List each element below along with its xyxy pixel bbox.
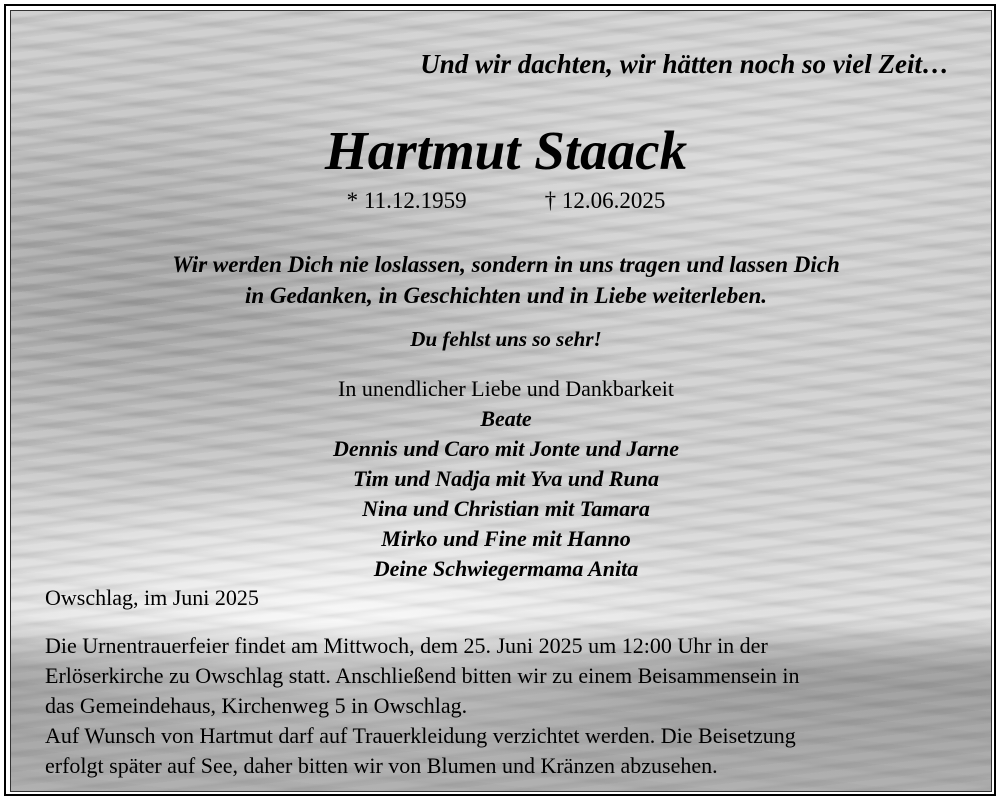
- signature-intro: In unendlicher Liebe und Dankbarkeit: [338, 376, 674, 401]
- info-line: erfolgt später auf See, daher bitten wir von Blumen und Kränzen abzusehen.: [45, 753, 718, 778]
- notice-background: [10, 10, 992, 792]
- verse-line: in Gedanken, in Geschichten und in Liebe weiterleben.: [245, 283, 767, 308]
- mourner-name: Beate: [480, 406, 532, 431]
- mourner-name: Dennis und Caro mit Jonte und Jarne: [333, 436, 679, 461]
- verse-line: Wir werden Dich nie loslassen, sondern in uns tragen und lassen Dich: [172, 252, 840, 277]
- signature-block: [11, 374, 992, 584]
- info-line: das Gemeindehaus, Kirchenweg 5 in Owschlag.: [45, 693, 468, 718]
- info-line: Die Urnentrauerfeier findet am Mittwoch, dem 25. Juni 2025 um 12:00 Uhr in der: [45, 633, 768, 658]
- death-date: † 12.06.2025: [544, 188, 666, 213]
- motto: Und wir dachten, wir hätten noch so viel Zeit…: [420, 49, 949, 79]
- place-date: Owschlag, im Juni 2025: [45, 585, 259, 610]
- mourner-name: Mirko und Fine mit Hanno: [381, 526, 631, 551]
- info-line: Erlöserkirche zu Owschlag statt. Anschließend bitten wir zu einem Beisammensein in: [45, 663, 800, 688]
- life-dates: [11, 188, 992, 214]
- info-line: Auf Wunsch von Hartmut darf auf Trauerkleidung verzichtet werden. Die Beisetzung: [45, 723, 796, 748]
- funeral-info: [45, 631, 800, 781]
- deceased-name: Hartmut Staack: [324, 120, 688, 181]
- miss-line: Du fehlst uns so sehr!: [410, 327, 602, 351]
- verse: [11, 249, 992, 311]
- mourner-name: Nina und Christian mit Tamara: [362, 496, 650, 521]
- birth-date: * 11.12.1959: [346, 188, 467, 213]
- notice-outer-border: [4, 4, 996, 796]
- mourner-name: Tim und Nadja mit Yva und Runa: [352, 466, 660, 491]
- mourner-name: Deine Schwiegermama Anita: [373, 556, 639, 581]
